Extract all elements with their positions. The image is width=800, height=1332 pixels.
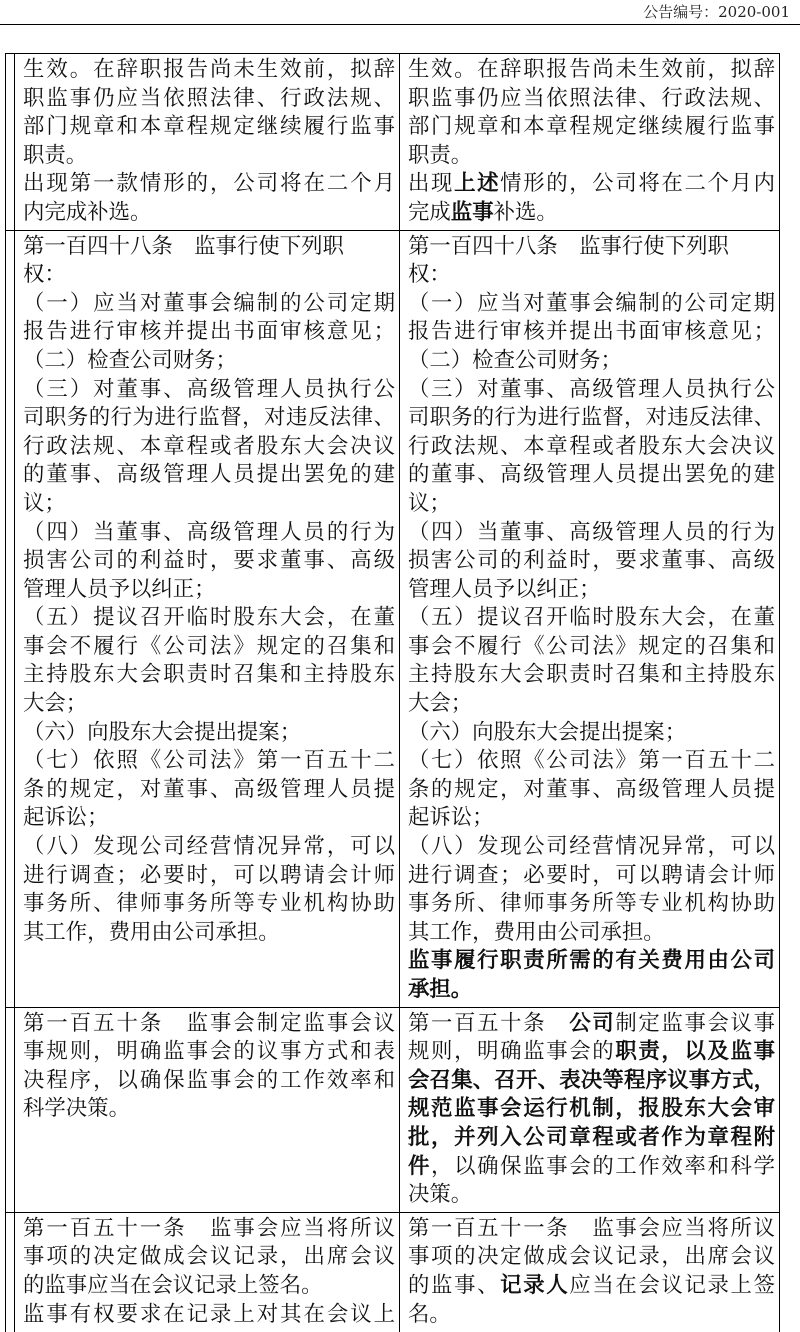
body-text: （四）当董事、高级管理人员的行为 <box>408 519 775 545</box>
paragraph <box>408 604 775 718</box>
text-line <box>23 1301 395 1330</box>
body-text: （八）发现公司经营情况异常，可以 <box>408 834 775 860</box>
margin-cell <box>6 230 15 1007</box>
bold-revision-text: 规范监事会运行机制，报股东大会审 <box>408 1096 775 1122</box>
text-line <box>23 661 395 690</box>
body-text: 权： <box>408 262 451 288</box>
revised-text-cell <box>400 54 780 231</box>
body-text: 事项的决定做成会议记录，出席会议 <box>23 1244 395 1270</box>
bold-revision-text: 会召集、召开、表决等程序议事方式， <box>408 1067 775 1093</box>
body-text: 行政法规、本章程或者股东大会决议 <box>408 433 775 459</box>
table-row <box>6 230 780 1007</box>
text-line <box>23 776 395 805</box>
body-text: 科学决策。 <box>23 1096 130 1122</box>
bold-revision-text: 承担。 <box>408 977 473 1002</box>
body-text: （四）当董事、高级管理人员的行为 <box>23 519 395 545</box>
body-text: 的董事、高级管理人员提出罢免的建 <box>408 462 775 488</box>
text-line <box>408 347 775 376</box>
text-line <box>23 85 395 114</box>
paragraph <box>408 719 775 748</box>
body-text: 司职务的行为进行监督，对违反法律、 <box>23 405 395 431</box>
paragraph <box>23 56 395 170</box>
body-text: 的监事应当在会议记录上签名。 <box>23 1272 323 1298</box>
paragraph <box>23 347 395 376</box>
body-text: 进行调查；必要时，可以聘请会计师 <box>23 862 395 888</box>
text-line <box>23 604 395 633</box>
text-line <box>408 919 775 948</box>
paragraph <box>23 719 395 748</box>
paragraph <box>408 347 775 376</box>
body-text: 职责。 <box>408 142 473 168</box>
text-line <box>408 1181 775 1210</box>
bold-revision-text: 批，并列入公司章程或者作为章程附 <box>408 1124 775 1150</box>
comparison-table <box>5 53 780 1332</box>
text-line <box>408 833 775 862</box>
text-line <box>23 547 395 576</box>
paragraph <box>408 1010 775 1210</box>
body-text: 第一百四十八条 监事行使下列职 <box>408 233 729 259</box>
paragraph <box>408 56 775 170</box>
body-text: 职监事仍应当依照法律、行政法规、 <box>23 85 395 111</box>
body-text: 监事有权要求在记录上对其在会议上 <box>23 1301 395 1327</box>
text-line <box>408 56 775 85</box>
text-line <box>408 661 775 690</box>
paragraph <box>23 833 395 947</box>
text-line <box>23 113 395 142</box>
body-text: 生效。在辞职报告尚未生效前，拟辞 <box>408 57 775 82</box>
text-line <box>408 776 775 805</box>
original-text-cell <box>15 1007 400 1212</box>
text-line <box>23 461 395 490</box>
text-line <box>23 1038 395 1067</box>
text-line <box>408 1010 775 1039</box>
text-line <box>408 170 775 199</box>
body-text: 大会； <box>408 691 473 717</box>
text-line <box>23 804 395 833</box>
paragraph <box>408 170 775 227</box>
body-text: 其工作，费用由公司承担。 <box>23 919 280 945</box>
text-line <box>408 318 775 347</box>
comparison-table-viewport <box>5 53 781 1332</box>
header-rule <box>0 24 800 25</box>
text-line <box>408 576 775 605</box>
text-line <box>408 976 775 1005</box>
text-line <box>23 890 395 919</box>
text-line <box>408 747 775 776</box>
body-text: 损害公司的利益时，要求董事、高级 <box>408 548 775 574</box>
body-text: 的董事、高级管理人员提出罢免的建 <box>23 462 395 488</box>
paragraph <box>23 604 395 718</box>
body-text: 损害公司的利益时，要求董事、高级 <box>23 548 395 574</box>
paragraph <box>408 233 775 290</box>
body-text: 出现 <box>408 171 455 197</box>
body-text: 补选。 <box>493 199 558 225</box>
text-line <box>408 804 775 833</box>
text-line <box>408 890 775 919</box>
body-text: 主持股东大会职责时召集和主持股东 <box>23 662 395 688</box>
bold-revision-text: 监事履行职责所需的有关费用由公司 <box>408 948 775 974</box>
body-text: 报告进行审核并提出书面审核意见； <box>23 319 395 345</box>
body-text: （七）依照《公司法》第一百五十二 <box>408 748 775 774</box>
body-text: （六）向股东大会提出提案； <box>408 719 687 745</box>
text-line <box>23 690 395 719</box>
text-line <box>408 1301 775 1330</box>
body-text: （三）对董事、高级管理人员执行公 <box>23 376 395 402</box>
text-line <box>408 261 775 290</box>
text-line <box>23 233 395 262</box>
body-text: 完成 <box>408 199 451 225</box>
margin-cell <box>6 54 15 231</box>
paragraph <box>408 747 775 833</box>
body-text: （五）提议召开临时股东大会，在董 <box>23 605 395 631</box>
text-line <box>23 404 395 433</box>
body-text: 起诉讼； <box>408 805 494 831</box>
margin-cell <box>6 1007 15 1212</box>
body-text: （八）发现公司经营情况异常，可以 <box>23 834 395 860</box>
paragraph <box>408 519 775 605</box>
body-text: 事会不履行《公司法》规定的召集和 <box>23 633 395 659</box>
body-text: 起诉讼； <box>23 805 109 831</box>
body-text: 大会； <box>23 691 88 717</box>
text-line <box>23 1010 395 1039</box>
text-line <box>23 433 395 462</box>
body-text: （二）检查公司财务； <box>408 347 622 373</box>
body-text: 事务所、律师事务所等专业机构协助 <box>23 891 395 917</box>
paragraph <box>408 833 775 947</box>
body-text: 出现第一款情形的，公司将在二个月 <box>23 171 395 197</box>
text-line <box>23 199 395 228</box>
body-text: 管理人员予以纠正； <box>23 576 216 602</box>
paragraph <box>23 1301 395 1330</box>
body-text: ，以确保监事会的工作效率和科学 <box>431 1153 775 1179</box>
body-text: （二）检查公司财务； <box>23 347 237 373</box>
body-text: 事项的决定做成会议记录，出席会议 <box>408 1244 775 1270</box>
paragraph <box>23 170 395 227</box>
body-text: 主持股东大会职责时召集和主持股东 <box>408 662 775 688</box>
text-line <box>408 633 775 662</box>
body-text: 名。 <box>408 1301 451 1327</box>
table-row <box>6 54 780 231</box>
text-line <box>23 261 395 290</box>
bold-revision-text: 职责，以及监事 <box>615 1039 775 1065</box>
bold-revision-text: 公司 <box>569 1010 616 1036</box>
bold-revision-text: 件 <box>408 1153 432 1179</box>
text-line <box>408 1124 775 1153</box>
body-text: （七）依照《公司法》第一百五十二 <box>23 748 395 774</box>
body-text: （一）应当对董事会编制的公司定期 <box>408 290 775 316</box>
body-text: 事会不履行《公司法》规定的召集和 <box>408 633 775 659</box>
body-text: 规则，明确监事会的 <box>408 1039 616 1065</box>
text-line <box>408 461 775 490</box>
body-text: 的监事、 <box>408 1272 501 1298</box>
paragraph <box>23 519 395 605</box>
text-line <box>23 862 395 891</box>
body-text: 司职务的行为进行监督，对违反法律、 <box>408 405 775 431</box>
body-text: 事规则，明确监事会的议事方式和表 <box>23 1039 395 1065</box>
text-line <box>23 519 395 548</box>
body-text: 第一百五十一条 监事会应当将所议 <box>23 1215 395 1241</box>
text-line <box>23 290 395 319</box>
bold-revision-text: 记录人 <box>500 1272 570 1298</box>
text-line <box>408 547 775 576</box>
text-line <box>408 404 775 433</box>
text-line <box>408 1153 775 1182</box>
text-line <box>23 833 395 862</box>
revised-text-cell <box>400 1212 780 1332</box>
body-text: 权： <box>23 262 66 288</box>
paragraph <box>23 290 395 347</box>
text-line <box>408 1095 775 1124</box>
body-text: 决策。 <box>408 1182 473 1208</box>
text-line <box>23 576 395 605</box>
margin-cell <box>6 1212 15 1332</box>
body-text: 议； <box>408 490 451 516</box>
body-text: 生效。在辞职报告尚未生效前，拟辞 <box>23 57 395 82</box>
text-line <box>408 85 775 114</box>
text-line <box>408 1038 775 1067</box>
body-text: 条的规定，对董事、高级管理人员提 <box>23 776 395 802</box>
text-line <box>408 947 775 976</box>
body-text: 行政法规、本章程或者股东大会决议 <box>23 433 395 459</box>
text-line <box>408 199 775 228</box>
body-text: （一）应当对董事会编制的公司定期 <box>23 290 395 316</box>
body-text: 第一百五十条 监事会制定监事会议 <box>23 1010 395 1036</box>
text-line <box>23 318 395 347</box>
text-line <box>408 1272 775 1301</box>
table-row <box>6 1212 780 1332</box>
body-text: （三）对董事、高级管理人员执行公 <box>408 376 775 402</box>
text-line <box>23 142 395 171</box>
body-text: 报告进行审核并提出书面审核意见； <box>408 319 775 345</box>
text-line <box>408 290 775 319</box>
body-text: 管理人员予以纠正； <box>408 576 601 602</box>
body-text: 部门规章和本章程规定继续履行监事 <box>23 114 395 140</box>
bold-revision-text: 监事 <box>450 199 494 225</box>
text-line <box>408 490 775 519</box>
original-text-cell <box>15 54 400 231</box>
body-text: 条的规定，对董事、高级管理人员提 <box>408 776 775 802</box>
text-line <box>408 376 775 405</box>
body-text: （五）提议召开临时股东大会，在董 <box>408 605 775 631</box>
paragraph <box>408 1215 775 1329</box>
body-text: 部门规章和本章程规定继续履行监事 <box>408 114 775 140</box>
table-row <box>6 1007 780 1212</box>
text-line <box>408 1243 775 1272</box>
body-text: 第一百五十一条 监事会应当将所议 <box>408 1215 775 1241</box>
paragraph <box>23 747 395 833</box>
body-text: 进行调查；必要时，可以聘请会计师 <box>408 862 775 888</box>
body-text: 第一百五十条 <box>408 1010 570 1036</box>
body-text: （六）向股东大会提出提案； <box>23 719 302 745</box>
body-text: 职监事仍应当依照法律、行政法规、 <box>408 85 775 111</box>
body-text: 职责。 <box>23 142 88 168</box>
text-line <box>23 56 395 85</box>
body-text: 内完成补选。 <box>23 199 152 225</box>
text-line <box>408 1067 775 1096</box>
body-text: 其工作，费用由公司承担。 <box>408 919 665 945</box>
bold-revision-text: 上述 <box>454 171 501 197</box>
paragraph <box>23 1010 395 1124</box>
text-line <box>408 1215 775 1244</box>
body-text: 议； <box>23 490 66 516</box>
body-text: 制定监事会议事 <box>615 1010 775 1036</box>
body-text: 情形的，公司将在二个月内 <box>500 171 775 197</box>
text-line <box>408 719 775 748</box>
text-line <box>23 633 395 662</box>
paragraph <box>23 233 395 290</box>
text-line <box>23 1095 395 1124</box>
paragraph <box>23 376 395 519</box>
paragraph <box>408 290 775 347</box>
text-line <box>23 747 395 776</box>
text-line <box>408 604 775 633</box>
text-line <box>23 170 395 199</box>
text-line <box>408 862 775 891</box>
body-text: 第一百四十八条 监事行使下列职 <box>23 233 344 259</box>
body-text: 决程序，以确保监事会的工作效率和 <box>23 1067 395 1093</box>
revised-text-cell <box>400 230 780 1007</box>
revised-text-cell <box>400 1007 780 1212</box>
text-line <box>23 1272 395 1301</box>
original-text-cell <box>15 230 400 1007</box>
text-line <box>23 1243 395 1272</box>
text-line <box>23 490 395 519</box>
text-line <box>23 719 395 748</box>
paragraph <box>408 376 775 519</box>
announcement-number: 公告编号：2020-001 <box>643 3 790 21</box>
paragraph <box>408 947 775 1004</box>
text-line <box>408 233 775 262</box>
text-line <box>408 113 775 142</box>
text-line <box>408 690 775 719</box>
text-line <box>23 1215 395 1244</box>
text-line <box>408 142 775 171</box>
text-line <box>23 919 395 948</box>
paragraph <box>23 1215 395 1301</box>
body-text: 事务所、律师事务所等专业机构协助 <box>408 891 775 917</box>
text-line <box>23 347 395 376</box>
body-text: 应当在会议记录上签 <box>569 1272 775 1298</box>
text-line <box>23 1067 395 1096</box>
original-text-cell <box>15 1212 400 1332</box>
text-line <box>408 519 775 548</box>
text-line <box>23 376 395 405</box>
text-line <box>408 433 775 462</box>
